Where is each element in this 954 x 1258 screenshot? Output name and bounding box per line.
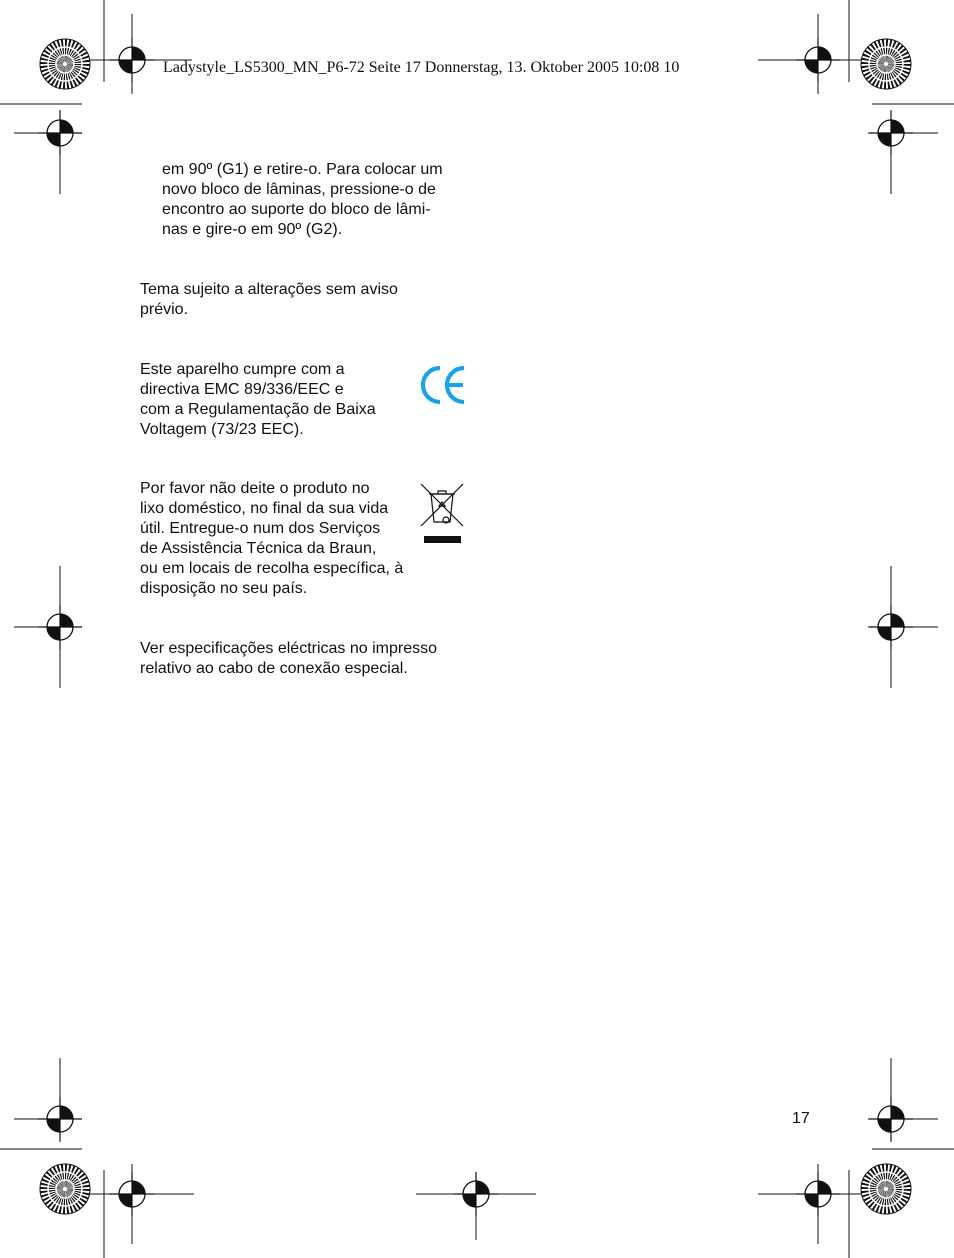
text-line: nas e gire-o em 90º (G2). [162,221,343,238]
disposal-paragraph [140,479,403,599]
imprint-line: Ladystyle_LS5300_MN_P6-72 Seite 17 Donnerstag, 13. Oktober 2005 10:08 10 [163,59,680,76]
page-number: 17 [792,1110,810,1127]
starburst-target-icon [40,39,90,89]
text-line: directiva EMC 89/336/EEC e [140,381,344,398]
text-line: relativo ao cabo de conexão especial. [140,660,408,677]
crossed-out-bin-icon [419,482,465,546]
text-line: novo bloco de lâminas, pressione-o de [162,181,436,198]
text-line: prévio. [140,301,189,318]
text-line: disposição no seu país. [140,580,308,597]
text-line: Tema sujeito a alterações sem aviso [140,281,398,298]
text-line: de Assistência Técnica da Braun, [140,540,377,557]
text-line: com a Regulamentação de Baixa [140,401,376,418]
specification-paragraph [140,639,437,679]
text-line: Por favor não deite o produto no [140,480,370,497]
text-line: ou em locais de recolha específica, à [140,560,404,577]
text-line: Este aparelho cumpre com a [140,361,345,378]
ce-mark-icon [419,364,467,406]
starburst-target-icon [861,39,911,89]
instruction-paragraph [162,160,443,240]
text-line: Voltagem (73/23 EEC). [140,421,304,438]
text-line: útil. Entregue-o num dos Serviços [140,520,381,537]
text-line: Ver especificações eléctricas no impresso [140,640,438,657]
starburst-target-icon [861,1164,911,1214]
text-line: em 90º (G1) e retire-o. Para colocar um [162,161,443,178]
text-line: lixo doméstico, no final da sua vida [140,500,389,517]
notice-paragraph [140,280,398,320]
text-line: encontro ao suporte do bloco de lâmi- [162,201,431,218]
conformity-paragraph [140,360,376,440]
starburst-target-icon [40,1164,90,1214]
